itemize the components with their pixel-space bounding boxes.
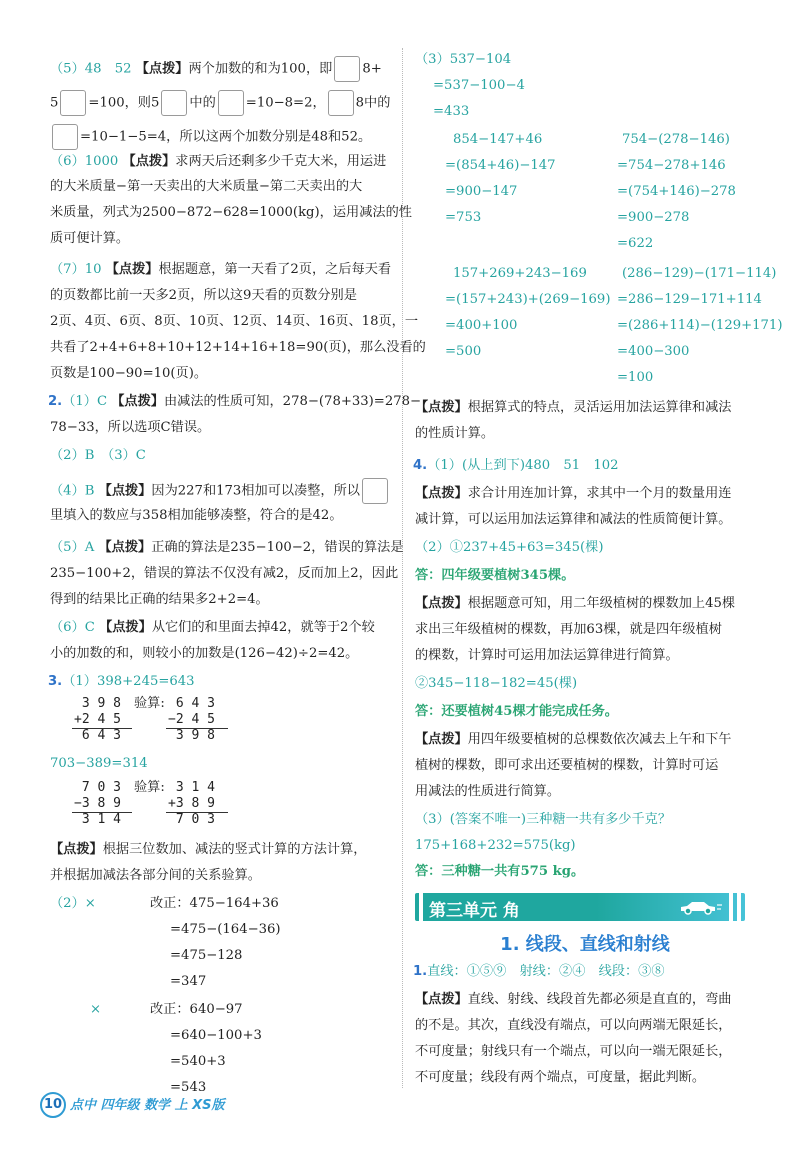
calc-step: =(754+146)−278: [617, 184, 736, 199]
answer-label: （6）1000: [50, 154, 123, 169]
q4-answer-3: 答：三种糖一共有575 kg。: [415, 864, 585, 879]
text: 求两天后还剩多少千克大米，用运进: [175, 154, 387, 169]
car-icon: [677, 899, 723, 915]
text: 从它们的和里面去掉42，就等于2个较: [151, 620, 375, 635]
text: 根据题意，第一天看了2页，之后每天看: [158, 262, 392, 277]
s1-hint: [415, 990, 732, 1010]
q4-answer-2: 答：还要植树45棵才能完成任务。: [415, 704, 618, 719]
calc-step: =100: [617, 370, 654, 385]
q7-line-3: 2页、4页、6页、8页、10页、12页、14页、16页、18页，一: [50, 314, 419, 329]
calc-step: =900−147: [445, 184, 518, 199]
q3-3-hint-line-2: 的性质计算。: [415, 426, 495, 441]
q2-line-9: [50, 618, 375, 638]
correction-line: =475−128: [170, 948, 243, 963]
answer-label: （5）48 52: [50, 61, 136, 77]
q4-line-9: ②345−118−182=45(棵): [415, 676, 578, 691]
q4-hint-1: [415, 484, 732, 504]
text: 直线、射线、线段首先都必须是直直的，弯曲: [467, 992, 732, 1007]
calc-step: (286−129)−(171−114): [622, 266, 777, 281]
vertical-addition: 3 9 8 +2 4 5 6 4 3: [74, 696, 121, 743]
q4-line-13: 用减法的性质进行简算。: [415, 784, 561, 799]
answer-label: （1）C: [62, 394, 112, 409]
question-number: 3.: [48, 674, 63, 689]
text: 根据算式的特点，灵活运用加法运算律和减法: [467, 400, 732, 415]
calc-step: =286−129−171+114: [617, 292, 762, 307]
blank-box: [362, 478, 388, 504]
hint-tag: 【点拨】: [111, 394, 164, 409]
text: 正确的算法是235−100−2，错误的算法是: [151, 540, 404, 555]
calc-rule: [72, 728, 132, 729]
text: 根据题意可知，用二年级植树的棵数加上45棵: [467, 596, 736, 611]
section-title: 1. 线段、直线和射线: [500, 934, 670, 955]
calc-step: 754−(278−146): [622, 132, 730, 147]
q2-line-10: 小的加数的和，则较小的加数是(126−42)÷2=42。: [50, 646, 359, 661]
calc-step: 157+269+243−169: [453, 266, 587, 281]
q7-line-4: 共看了2+4+6+8+10+12+14+16+18=90(页)，那么没看的: [50, 340, 426, 355]
q2-line-6: [50, 538, 404, 558]
calc-step: =753: [445, 210, 482, 225]
answer-label: 直线：①⑤⑨ 射线：②④ 线段：③⑧: [427, 964, 665, 979]
footer-book-label: 点中 四年级 数学 上 XS版: [70, 1098, 225, 1113]
calc-step: =433: [433, 104, 470, 119]
text: 5: [50, 95, 59, 111]
hint-tag: 【点拨】: [135, 61, 189, 77]
s1-line-1: [413, 962, 665, 982]
check-label: 验算:: [134, 780, 165, 795]
correction-line: 改正：640−97: [150, 1002, 243, 1017]
q2-answers-2-3: （2）B （3）C: [50, 448, 146, 463]
q6-line-4: 质可便计算。: [50, 231, 130, 246]
banner-stripe: [419, 893, 423, 921]
calc-step: =400−300: [617, 344, 690, 359]
blank-box: [60, 90, 86, 116]
calc-step: 854−147+46: [453, 132, 543, 147]
text: 中的: [189, 95, 216, 111]
q2-line-5: 里填入的数应与358相加能够凑整，符合的是42。: [50, 508, 343, 523]
blank-box: [52, 124, 78, 150]
hint-tag: 【点拨】: [50, 842, 103, 857]
q2-line-8: 得到的结果比正确的结果多2+2=4。: [50, 592, 269, 607]
hint-tag: 【点拨】: [415, 732, 468, 747]
calc-step: =900−278: [617, 210, 690, 225]
q4-line-7: 求出三年级植树的棵数，再加63棵，就是四年级植树: [415, 622, 722, 637]
calc-step: =(157+243)+(269−169): [445, 292, 611, 307]
q2-line-1: [48, 392, 421, 412]
calc-rule: [166, 812, 228, 813]
calc-step: =(854+46)−147: [445, 158, 556, 173]
hint-tag: 【点拨】: [98, 483, 152, 499]
calc-step: =537−100−4: [433, 78, 525, 93]
calc-step: =622: [617, 236, 654, 251]
blank-box: [328, 90, 354, 116]
calc-step: =(286+114)−(129+171): [617, 318, 783, 333]
s1-line-5: 不可度量；线段有两个端点，可度量，据此判断。: [415, 1070, 706, 1085]
q3-3-hint-line-1: [415, 398, 732, 418]
q4-line-4: （2）①237+45+63=345(棵): [415, 540, 604, 555]
question-number: 2.: [48, 394, 63, 409]
answer-label: （6）C: [50, 620, 100, 635]
s1-line-3: 的不是。其次，直线没有端点，可以向两端无限延长，: [415, 1018, 732, 1033]
q3-line-1: [48, 672, 195, 692]
q4-hint-3: [415, 730, 732, 750]
correction-line: =543: [170, 1080, 207, 1095]
q3-hint-line-2: 并根据加减法各部分间的关系验算。: [50, 868, 261, 883]
hint-tag: 【点拨】: [415, 486, 468, 501]
banner-stripe: [729, 893, 733, 921]
text: =10−1−5=4，所以这两个加数分别是48和52。: [80, 129, 372, 145]
text: 因为227和173相加可以凑整，所以: [151, 483, 360, 499]
q7-line-5: 页数是100−90=10(页)。: [50, 366, 208, 381]
hint-tag: 【点拨】: [415, 400, 468, 415]
q5-line-1: [50, 56, 382, 82]
text: =10−8=2，: [245, 95, 326, 111]
calc-rule: [166, 728, 228, 729]
check-label: 验算:: [134, 696, 165, 711]
answer-label: （7）10: [50, 262, 106, 277]
calc-rule: [72, 812, 132, 813]
q2-line-2: 78−33，所以选项C错误。: [50, 420, 211, 435]
hint-tag: 【点拨】: [122, 154, 176, 169]
q4-line-8: 的棵数，计算时可运用加法运算律进行简算。: [415, 648, 679, 663]
text: 8中的: [355, 95, 391, 111]
banner-stripe: [737, 893, 741, 921]
hint-tag: 【点拨】: [105, 262, 159, 277]
hint-tag: 【点拨】: [415, 992, 468, 1007]
q4-line-14: （3）(答案不唯一)三种糖一共有多少千克？: [415, 812, 672, 827]
q6-line-2: 的大米质量−第一天卖出的大米质量−第二天卖出的大: [50, 179, 363, 194]
unit-banner: [415, 893, 745, 921]
blank-box: [161, 90, 187, 116]
q3-line-2: 703−389=314: [50, 756, 148, 771]
q4-hint-2: [415, 594, 735, 614]
calc-step: =754−278+146: [617, 158, 726, 173]
q2-line-4: [50, 478, 390, 504]
q3-3-answer: （3）537−104: [415, 52, 512, 67]
correction-line: =475−(164−36): [170, 922, 281, 937]
correction-line: =347: [170, 974, 207, 989]
question-number: 4.: [413, 458, 428, 473]
text: 求合计用连加计算，求其中一个月的数量用连: [467, 486, 732, 501]
q3-2-answer: （2）×: [50, 896, 96, 911]
q5-line-3: [50, 124, 371, 150]
text: 由减法的性质可知，278−(78+33)=278−: [164, 394, 422, 409]
vertical-check: 3 1 4 +3 8 9 7 0 3: [168, 780, 215, 827]
q6-line-3: 米质量，列式为2500−872−628=1000(kg)，运用减法的性: [50, 205, 412, 220]
q3-hint-line-1: [50, 840, 367, 860]
text: 8+: [362, 61, 382, 77]
q4-answer-1: 答：四年级要植树345棵。: [415, 568, 575, 583]
calc-step: =500: [445, 344, 482, 359]
answer-label: （4）B: [50, 483, 99, 499]
calc-step: =400+100: [445, 318, 518, 333]
answer-label: （1）398+245=643: [62, 674, 195, 689]
text: 两个加数的和为100，即: [188, 61, 333, 77]
question-number: 1.: [413, 964, 428, 979]
q6-line-1: [50, 152, 386, 172]
hint-tag: 【点拨】: [98, 540, 152, 555]
q4-line-1: [413, 456, 619, 476]
q7-line-1: [50, 260, 391, 280]
page-number: 10: [40, 1092, 66, 1118]
q3-2b-answer: ×: [90, 1002, 102, 1017]
blank-box: [334, 56, 360, 82]
answer-label: （5）A: [50, 540, 99, 555]
q7-line-2: 的页数都比前一天多2页，所以这9天看的页数分别是: [50, 288, 357, 303]
s1-line-4: 不可度量；射线只有一个端点，可以向一端无限延长，: [415, 1044, 732, 1059]
vertical-subtraction: 7 0 3 −3 8 9 3 1 4: [74, 780, 121, 827]
hint-tag: 【点拨】: [99, 620, 152, 635]
q4-line-15: 175+168+232=575(kg): [415, 838, 576, 853]
vertical-check: 6 4 3 −2 4 5 3 9 8: [168, 696, 215, 743]
correction-line: 改正：475−164+36: [150, 896, 279, 911]
text: 用四年级要植树的总棵数依次减去上午和下午: [467, 732, 732, 747]
q4-line-12: 植树的棵数，即可求出还要植树的棵数，计算时可运: [415, 758, 719, 773]
blank-box: [218, 90, 244, 116]
q2-line-7: 235−100+2，错误的算法不仅没有减2，反而加上2，因此: [50, 566, 399, 581]
answer-label: （1）(从上到下)480 51 102: [427, 458, 619, 473]
text: 根据三位数加、减法的竖式计算的方法计算，: [102, 842, 367, 857]
hint-tag: 【点拨】: [415, 596, 468, 611]
unit-title: 第三单元 角: [429, 901, 520, 921]
q5-line-2: [50, 90, 390, 116]
correction-line: =640−100+3: [170, 1028, 262, 1043]
q4-line-3: 减计算，可以运用加法运算律和减法的性质简便计算。: [415, 512, 732, 527]
correction-line: =540+3: [170, 1054, 226, 1069]
text: =100，则5: [88, 95, 160, 111]
